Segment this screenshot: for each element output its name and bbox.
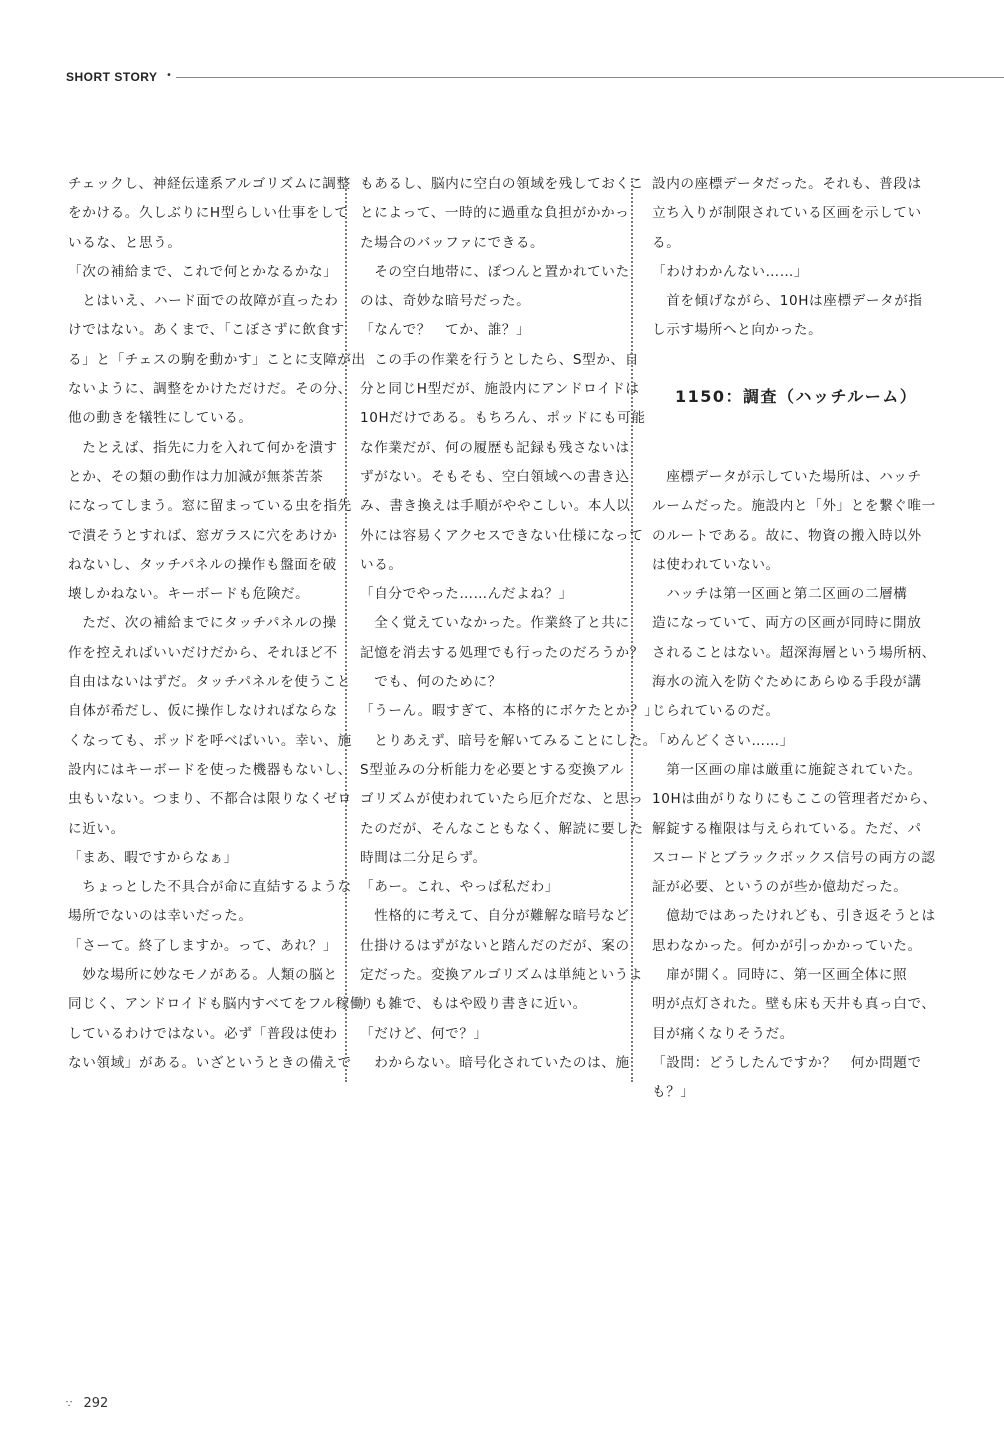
text-line: ハッチは第一区画と第二区画の二層構 — [652, 586, 908, 603]
text-line: 「自分でやった……んだよね？」 — [360, 586, 573, 603]
text-line: る」と「チェスの駒を動かす」ことに支障が出 — [68, 351, 366, 368]
text-line: 10Hは曲がりなりにもここの管理者だから、 — [652, 791, 937, 808]
text-line: されることはない。超深海層という場所柄、 — [652, 644, 936, 661]
text-line: も？」 — [652, 1084, 695, 1101]
text-line: 「めんどくさい……」 — [652, 732, 794, 749]
text-line: 億劫ではあったけれども、引き返そうとは — [652, 908, 936, 925]
text-line: 目が痛くなりそうだ。 — [652, 1025, 794, 1042]
text-line: 同じく、アンドロイドも脳内すべてをフル稼働 — [68, 996, 365, 1013]
text-line: 分と同じH型だが、施設内にアンドロイドは — [360, 381, 640, 398]
text-line: 証が必要、というのが些か億劫だった。 — [652, 879, 908, 896]
text-line: この手の作業を行うとしたら、S型か、自 — [360, 351, 639, 368]
text-line: たとえば、指先に力を入れて何かを潰す — [68, 439, 338, 456]
text-line: 「うーん。暇すぎて、本格的にボケたとか？」 — [360, 703, 659, 720]
text-line: 「だけど、何で？」 — [360, 1025, 488, 1042]
text-line: 妙な場所に妙なモノがある。人類の脳と — [68, 967, 338, 984]
text-line: 壊しかねない。キーボードも危険だ。 — [68, 586, 310, 603]
text-line: 自体が希だし、仮に操作しなければならな — [68, 703, 338, 720]
text-line: とりあえず、暗号を解いてみることにした。 — [360, 732, 657, 749]
text-line: いる。 — [360, 556, 403, 573]
text-line: る。 — [652, 234, 681, 251]
text-line: 「あー。これ、やっぱ私だわ」 — [360, 879, 559, 896]
text-line: のルートである。故に、物資の搬入時以外 — [652, 527, 922, 544]
text-line: 「設問：どうしたんですか？ 何か問題で — [652, 1054, 922, 1071]
text-line: ない領域」がある。いざというときの備えで — [68, 1054, 352, 1071]
text-line: S型並みの分析能力を必要とする変換アル — [360, 761, 625, 778]
section-title: SHORT STORY — [66, 70, 158, 84]
footer-dots-icon: ∵ — [66, 1399, 72, 1410]
running-header — [66, 70, 1004, 88]
header-rule — [176, 77, 1004, 78]
column-divider — [345, 178, 347, 1082]
text-line: をかける。久しぶりにH型らしい仕事をして — [68, 205, 349, 222]
text-line: もあるし、脳内に空白の領域を残しておくこ — [360, 176, 644, 192]
text-line: ちょっとした不具合が命に直結するような — [68, 879, 352, 896]
text-line: になってしまう。窓に留まっている虫を指先 — [68, 498, 352, 515]
text-line: いるな、と思う。 — [68, 234, 182, 251]
text-line: 設内の座標データだった。それも、普段は — [652, 176, 922, 192]
text-line: 立ち入りが制限されている区画を示してい — [652, 205, 922, 222]
text-line: 海水の流入を防ぐためにあらゆる手段が講 — [652, 674, 922, 691]
text-line: た場合のバッファにできる。 — [360, 234, 545, 251]
text-column-3-top — [652, 170, 923, 346]
text-line: で潰そうとすれば、窓ガラスに穴をあけか — [68, 527, 338, 544]
text-line: ゴリズムが使われていたら厄介だな、と思っ — [360, 791, 644, 808]
section-heading: 1150：調査（ハッチルーム） — [675, 387, 918, 406]
page-number: 292 — [83, 1396, 109, 1411]
header-bullet: • — [166, 70, 172, 81]
text-line: な作業だが、何の履歴も記録も残さないは — [360, 439, 630, 456]
text-line: 記憶を消去する処理でも行ったのだろうか？ — [360, 644, 644, 661]
text-line: 10Hだけである。もちろん、ポッドにも可能 — [360, 410, 646, 427]
text-line: 座標データが示していた場所は、ハッチ — [652, 469, 922, 485]
text-line: 性格的に考えて、自分が難解な暗号など — [360, 908, 630, 925]
text-line: 場所でないのは幸いだった。 — [68, 908, 253, 925]
text-line: ずがない。そもそも、空白領域への書き込 — [360, 468, 630, 485]
text-line: とによって、一時的に過重な負担がかかっ — [360, 205, 630, 222]
text-line: くなっても、ポッドを呼べばいい。幸い、施 — [68, 732, 352, 749]
text-line: 定だった。変換アルゴリズムは単純というよ — [360, 967, 644, 984]
text-line: 首を傾げながら、10Hは座標データが指 — [652, 293, 923, 310]
text-line: じられているのだ。 — [652, 703, 780, 720]
text-line: 他の動きを犠牲にしている。 — [68, 410, 253, 427]
text-line: 仕掛けるはずがないと踏んだのだが、案の — [360, 937, 630, 954]
text-line: ないように、調整をかけただけだ。その分、 — [68, 381, 352, 398]
text-line: 全く覚えていなかった。作業終了と共に — [360, 615, 630, 632]
text-line: 「さーて。終了しますか。って、あれ？」 — [68, 937, 338, 954]
text-line: りも雑で、もはや殴り書きに近い。 — [360, 996, 587, 1013]
text-column-1 — [68, 170, 366, 1078]
text-line: 「なんで？ てか、誰？」 — [360, 322, 531, 339]
text-line: しているわけではない。必ず「普段は使わ — [68, 1025, 338, 1042]
page-footer — [66, 1396, 108, 1411]
text-line: 時間は二分足らず。 — [360, 849, 487, 866]
text-line: わからない。暗号化されていたのは、施 — [360, 1054, 630, 1071]
text-line: に近い。 — [68, 820, 125, 837]
text-line: たのだが、そんなこともなく、解読に要した — [360, 820, 644, 837]
text-line: 作を控えればいいだけだから、それほど不 — [68, 644, 338, 661]
text-line: 外には容易くアクセスできない仕様になって — [360, 527, 644, 544]
text-line: 造になっていて、両方の区画が同時に開放 — [652, 615, 922, 632]
text-line: ルームだった。施設内と「外」とを繋ぐ唯一 — [652, 498, 936, 515]
text-line: は使われていない。 — [652, 556, 780, 573]
text-line: し示す場所へと向かった。 — [652, 322, 823, 339]
text-line: スコードとブラックボックス信号の両方の認 — [652, 849, 936, 866]
column-divider — [631, 178, 633, 1082]
text-line: 「わけわかんない……」 — [652, 263, 809, 280]
text-line: 虫もいない。つまり、不都合は限りなくゼロ — [68, 791, 352, 808]
text-line: その空白地帯に、ぽつんと置かれていた — [360, 263, 630, 280]
text-line: 第一区画の扉は厳重に施錠されていた。 — [652, 761, 922, 778]
text-column-3-bottom — [652, 463, 937, 1108]
text-line: 明が点灯された。壁も床も天井も真っ白で、 — [652, 996, 936, 1013]
text-line: 解錠する権限は与えられている。ただ、パ — [652, 820, 922, 837]
text-line: 設内にはキーボードを使った機器もないし、 — [68, 761, 352, 778]
text-line: 自由はないはずだ。タッチパネルを使うこと — [68, 674, 352, 691]
text-line: けではない。あくまで、「こぼさずに飲食す — [68, 322, 345, 339]
text-line: とはいえ、ハード面での故障が直ったわ — [68, 293, 339, 310]
text-line: のは、奇妙な暗号だった。 — [360, 293, 531, 310]
text-line: 思わなかった。何かが引っかかっていた。 — [652, 937, 922, 954]
text-column-2 — [360, 170, 659, 1078]
text-line: 「まあ、暇ですからなぁ」 — [68, 849, 238, 866]
text-line: み、書き換えは手順がややこしい。本人以 — [360, 498, 631, 515]
text-line: 「次の補給まで、これで何とかなるかな」 — [68, 263, 338, 280]
text-line: チェックし、神経伝達系アルゴリズムに調整 — [68, 176, 351, 192]
text-line: とか、その類の動作は力加減が無茶苦茶 — [68, 468, 324, 485]
text-line: ねないし、タッチパネルの操作も盤面を破 — [68, 556, 337, 573]
text-line: ただ、次の補給までにタッチパネルの操 — [68, 615, 337, 632]
text-line: 扉が開く。同時に、第一区画全体に照 — [652, 967, 908, 984]
text-line: でも、何のために？ — [360, 674, 502, 691]
